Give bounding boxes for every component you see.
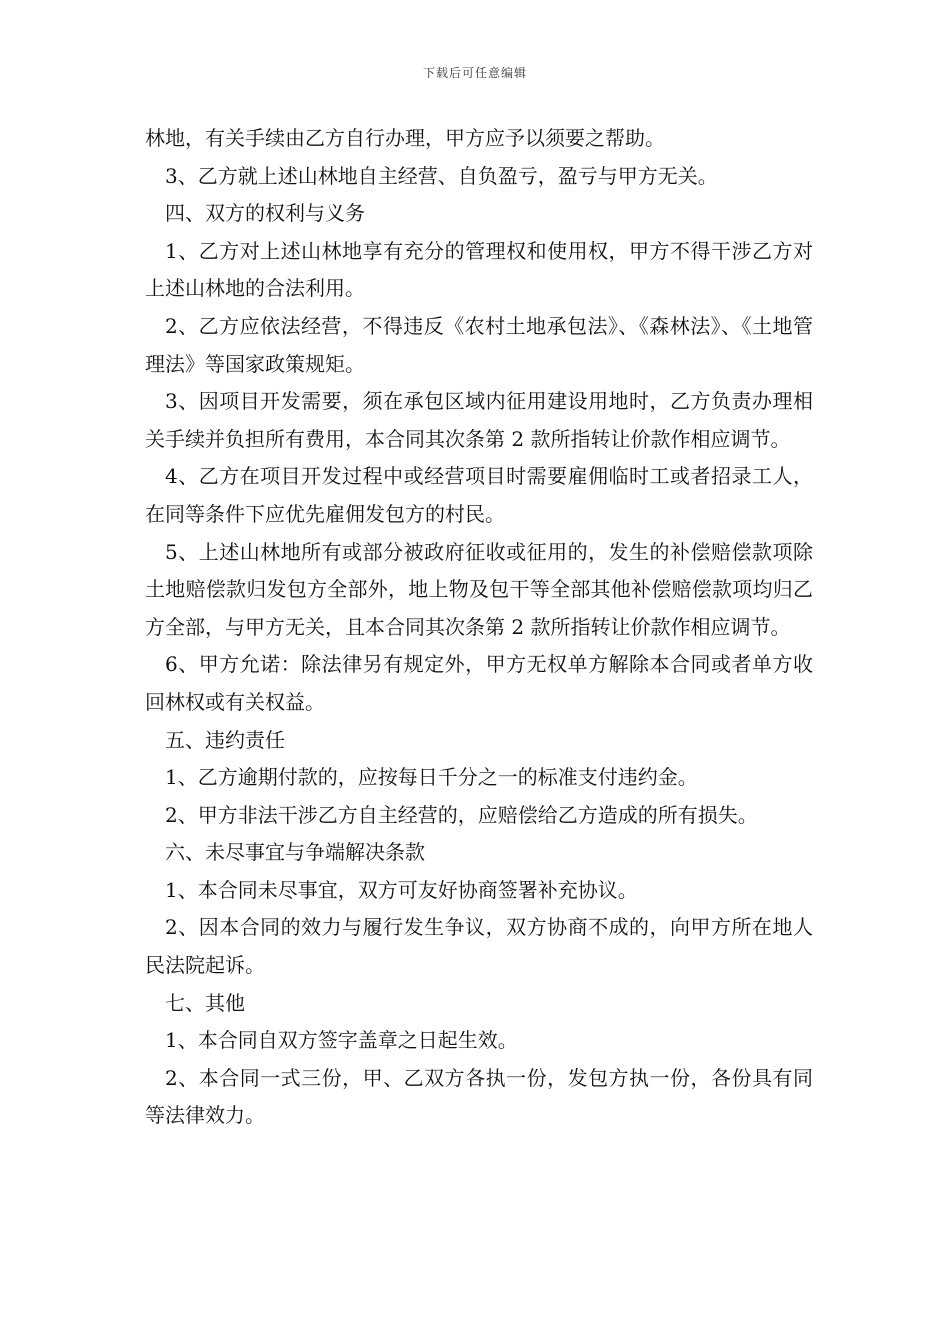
page-header: 下载后可任意编辑 [422,66,527,80]
paragraph: 2、甲方非法干涉乙方自主经营的，应赔偿给乙方造成的所有损失。 [165,802,758,827]
section-heading: 六、未尽事宜与争端解决条款 [165,840,425,865]
paragraph: 2、本合同一式三份，甲、乙双方各执一份，发包方执一份，各份具有同等法律效力。 [145,1065,813,1128]
paragraph: 3、因项目开发需要，须在承包区域内征用建设用地时，乙方负责办理相关手续并负担所有费用，本合同其次条第 2 款所指转让价款作相应调节。 [145,389,813,451]
paragraph: 4、乙方在项目开发过程中或经营项目时需要雇佣临时工或者招录工人，在同等条件下应优先雇佣发包方的村民。 [145,464,813,526]
section-heading: 五、违约责任 [165,727,285,752]
paragraph: 林地，有关手续由乙方自行办理，甲方应予以须要之帮助。 [145,126,665,150]
section-heading: 四、双方的权利与义务 [165,201,365,226]
paragraph: 3、乙方就上述山林地自主经营、自负盈亏，盈亏与甲方无关。 [165,163,718,188]
paragraph: 1、乙方对上述山林地享有充分的管理权和使用权，甲方不得干涉乙方对上述山林地的合法利用。 [145,238,813,301]
paragraph: 2、因本合同的效力与履行发生争议，双方协商不成的，向甲方所在地人民法院起诉。 [145,915,813,978]
paragraph: 1、本合同自双方签字盖章之日起生效。 [165,1028,518,1053]
document-body [145,120,813,1135]
paragraph: 5、上述山林地所有或部分被政府征收或征用的，发生的补偿赔偿款项除土地赔偿款归发包方全部外，地上物及包干等全部其他补偿赔偿款项均归乙方全部，与甲方无关，且本合同其次条第 2 款所指转让价款作相应调节。 [145,539,813,639]
paragraph: 1、乙方逾期付款的，应按每日千分之一的标准支付违约金。 [165,765,698,790]
paragraph: 2、乙方应依法经营，不得违反《农村土地承包法》、《森林法》、《土地管理法》等国家政策规矩。 [145,313,813,376]
paragraph: 1、本合同未尽事宜，双方可友好协商签署补充协议。 [165,877,638,902]
paragraph: 6、甲方允诺：除法律另有规定外，甲方无权单方解除本合同或者单方收回林权或有关权益。 [145,652,813,714]
section-heading: 七、其他 [165,990,245,1015]
